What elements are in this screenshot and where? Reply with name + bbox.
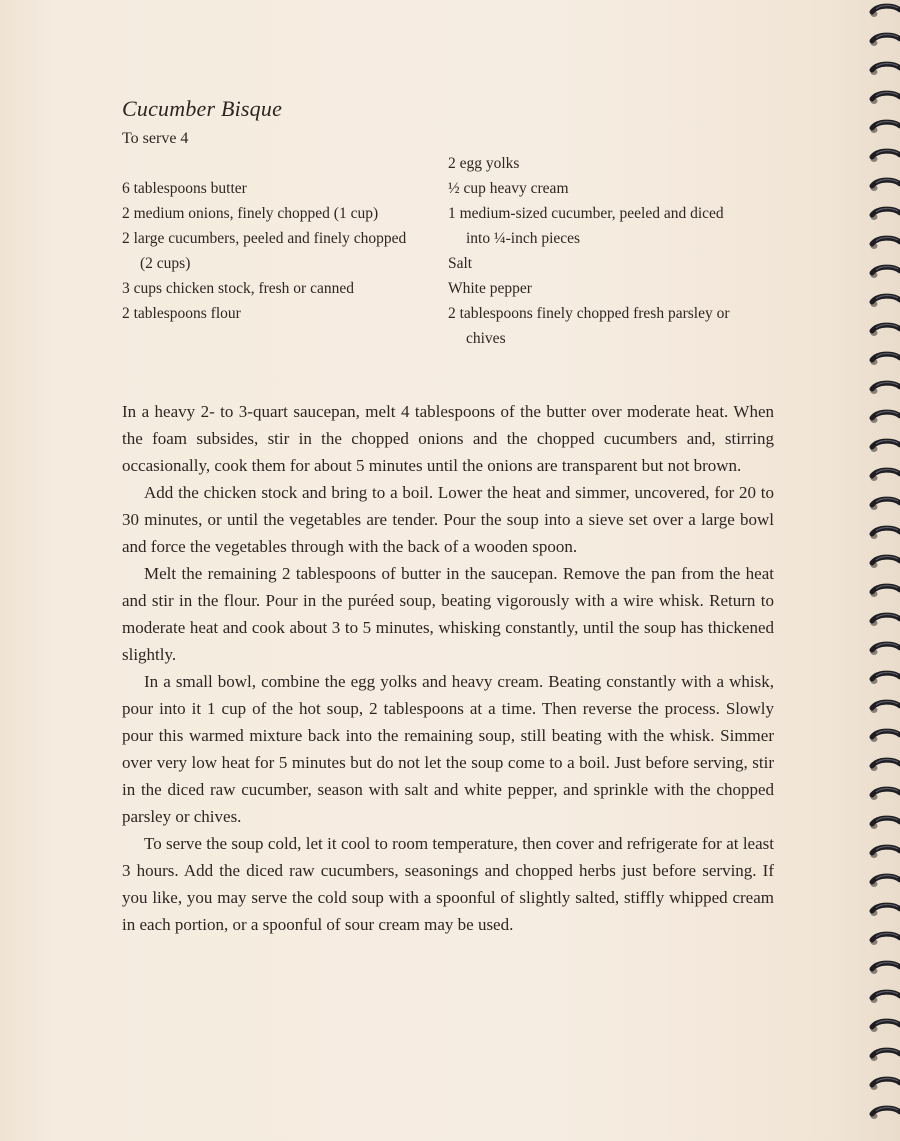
binding-coil	[871, 615, 900, 627]
binding-coil	[871, 325, 900, 337]
binding-coil	[871, 586, 900, 598]
binding-coil	[871, 499, 900, 511]
binding-coil	[871, 673, 900, 685]
binding-coil	[871, 644, 900, 656]
instruction-paragraph: In a heavy 2- to 3-quart saucepan, melt 4 tablespoons of the butter over moderate heat. When the foam subsides, stir in the chopped onions and the chopped cucumbers and, stirring occasionally, cook them for about 5 minutes until the onions are transparent but not brown.	[122, 402, 774, 475]
binding-coil	[871, 180, 900, 192]
binding-coil	[871, 238, 900, 250]
binding-coil	[871, 992, 900, 1004]
spiral-binding	[860, 0, 900, 1141]
ingredient-item: Salt	[448, 255, 473, 272]
binding-coil	[871, 1050, 900, 1062]
instruction-paragraph: Add the chicken stock and bring to a boil. Lower the heat and simmer, uncovered, for 20 to 30 minutes, or until the vegetables are tender. Pour the soup into a sieve set over a large bowl and force the vegetables through with the back of a wooden spoon.	[122, 483, 774, 556]
serving-count: To serve 4	[122, 130, 189, 147]
binding-coil	[871, 354, 900, 366]
recipe-title: Cucumber Bisque	[122, 96, 283, 121]
instruction-paragraph: To serve the soup cold, let it cool to room temperature, then cover and refrigerate for at least 3 hours. Add the diced raw cucumbers, seasonings and chopped herbs just before serving. If you like, you may serve the cold soup with a spoonful of slightly salted, stiffly whipped cream in each portion, or a spoonful of sour cream may be used.	[122, 834, 774, 934]
binding-coil	[871, 93, 900, 105]
binding-coil	[871, 905, 900, 917]
binding-coil	[871, 296, 900, 308]
ingredient-item: 2 egg yolks	[448, 155, 520, 172]
binding-coil	[871, 528, 900, 540]
binding-coil	[871, 847, 900, 859]
binding-coil	[871, 731, 900, 743]
ingredient-item: ½ cup heavy cream	[448, 180, 569, 197]
binding-coil	[871, 122, 900, 134]
binding-coil	[871, 441, 900, 453]
binding-coil	[871, 209, 900, 221]
binding-coil	[871, 267, 900, 279]
binding-coil	[871, 64, 900, 76]
ingredient-item: 3 cups chicken stock, fresh or canned	[122, 280, 354, 297]
instruction-paragraph: Melt the remaining 2 tablespoons of butter in the saucepan. Remove the pan from the heat and stir in the flour. Pour in the puréed soup, beating vigorously with a wire whisk. Return to moderate heat and cook about 3 to 5 minutes, whisking constantly, until the soup has thickened slightly.	[122, 564, 774, 664]
binding-coil	[871, 934, 900, 946]
ingredient-item: 2 tablespoons finely chopped fresh parsley or chives	[448, 305, 730, 347]
binding-coil	[871, 151, 900, 163]
binding-coil	[871, 1021, 900, 1033]
ingredient-item: 2 large cucumbers, peeled and finely chopped (2 cups)	[122, 230, 407, 272]
binding-coil	[871, 963, 900, 975]
binding-coil	[871, 6, 900, 18]
ingredient-item: White pepper	[448, 280, 532, 297]
recipe-instructions	[122, 398, 774, 938]
binding-coil	[871, 876, 900, 888]
instruction-paragraph: In a small bowl, combine the egg yolks and heavy cream. Beating constantly with a whisk, pour into it 1 cup of the hot soup, 2 tablespoons at a time. Then reverse the process. Slowly pour this warmed mixture back into the remaining soup, still beating with the whisk. Simmer over very low heat for 5 minutes but do not let the soup come to a boil. Just before serving, stir in the diced raw cucumber, season with salt and white pepper, and sprinkle with the chopped parsley or chives.	[122, 672, 774, 826]
ingredient-item: 2 tablespoons flour	[122, 305, 241, 322]
binding-coil	[871, 383, 900, 395]
ingredients-right-column	[448, 151, 748, 351]
binding-coil	[871, 789, 900, 801]
binding-coil	[871, 412, 900, 424]
binding-coil	[871, 702, 900, 714]
binding-coil	[871, 1079, 900, 1091]
binding-coil	[871, 760, 900, 772]
binding-coil	[871, 470, 900, 482]
binding-coil	[871, 818, 900, 830]
ingredients-left-column	[122, 176, 422, 326]
binding-coil	[871, 557, 900, 569]
ingredient-item: 2 medium onions, finely chopped (1 cup)	[122, 205, 379, 222]
binding-coil	[871, 1108, 900, 1120]
binding-coil	[871, 35, 900, 47]
ingredient-item: 6 tablespoons butter	[122, 180, 247, 197]
ingredient-item: 1 medium-sized cucumber, peeled and diced into ¼-inch pieces	[448, 205, 724, 247]
